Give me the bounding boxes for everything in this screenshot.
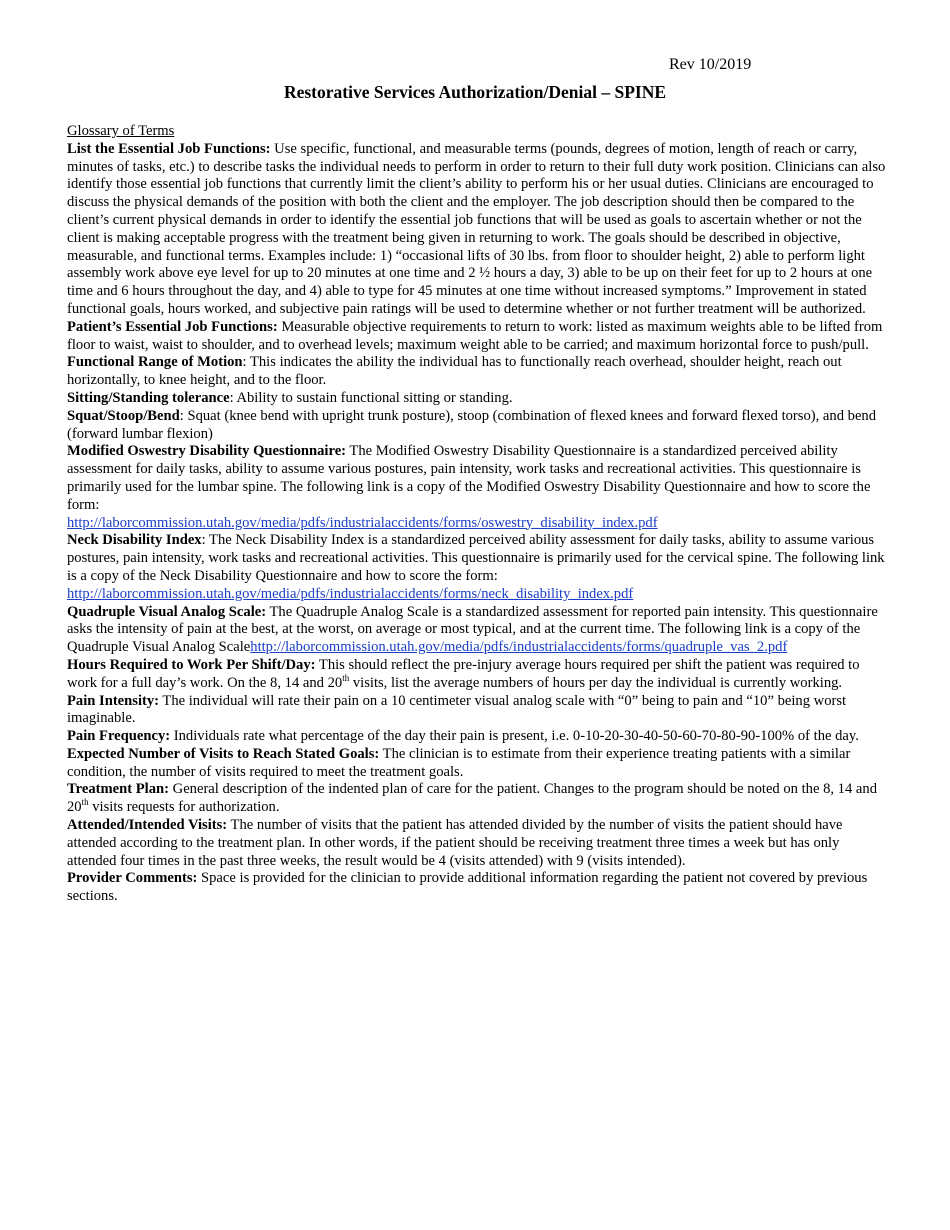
glossary-entry-attended-visits <box>67 817 887 870</box>
term-definition-cont: visits, list the average numbers of hours per day the individual is currently working. <box>349 674 843 691</box>
glossary-entry-hours-required <box>67 657 887 693</box>
glossary-entry-patient-essential-job-functions <box>67 319 887 355</box>
term-label: Modified Oswestry Disability Questionnaire: <box>67 443 347 460</box>
term-definition: The number of visits that the patient has attended divided by the number of visits the patient should have attended according to the treatment plan. In other words, if the patient should be receiving treatment three times a week but has only attended four times in the past three weeks, the result would be 4 (visits attended) with 9 (visits intended). <box>67 817 843 869</box>
term-label: Neck Disability Index <box>67 532 202 549</box>
term-definition: : The Neck Disability Index is a standardized perceived ability assessment for daily tasks, ability to assume various postures, pain intensity, work tasks and recreational activities. This questionnaire is primarily used for the cervical spine. The following link is a copy of the Neck Disability Questionnaire and how to score the form: <box>67 532 885 584</box>
glossary-entry-treatment-plan <box>67 781 887 817</box>
term-definition: The clinician is to estimate from their experience treating patients with a similar condition, the number of visits required to meet the treatment goals. <box>67 745 851 780</box>
term-label: Hours Required to Work Per Shift/Day: <box>67 656 316 673</box>
term-label: Patient’s Essential Job Functions: <box>67 318 278 335</box>
term-label: Functional Range of Motion <box>67 354 243 371</box>
glossary-entry-pain-frequency <box>67 728 887 746</box>
term-label: Pain Frequency: <box>67 728 171 745</box>
term-label: Provider Comments: <box>67 870 198 887</box>
glossary-entry-oswestry <box>67 443 887 532</box>
term-label: Treatment Plan: <box>67 781 169 798</box>
glossary-entry-squat-stoop-bend <box>67 408 887 444</box>
glossary-entry-pain-intensity <box>67 693 887 729</box>
term-label: Quadruple Visual Analog Scale: <box>67 603 267 620</box>
term-label: Pain Intensity: <box>67 692 160 709</box>
term-definition: The Modified Oswestry Disability Questionnaire is a standardized perceived ability assessment for daily tasks, ability to assume various postures, pain intensity, work tasks and recreational activities. This questionnaire is primarily used for the lumbar spine. The following link is a copy of the Modified Oswestry Disability Questionnaire and how to score the form: <box>67 443 871 513</box>
glossary-entry-expected-visits <box>67 746 887 782</box>
term-definition: General description of the indented plan of care for the patient. Changes to the program should be noted on the 8, 14 and 20 <box>67 781 877 816</box>
term-label: Attended/Intended Visits: <box>67 817 228 834</box>
revision-date: Rev 10/2019 <box>669 56 752 73</box>
term-definition: : This indicates the ability the individual has to functionally reach overhead, shoulder height, reach out horizontally, to knee height, and to the floor. <box>67 354 842 389</box>
term-definition: : Squat (knee bend with upright trunk posture), stoop (combination of flexed knees and forward flexed torso), and bend (forward lumbar flexion) <box>67 407 877 442</box>
term-definition: Measurable objective requirements to return to work: listed as maximum weights able to be lifted from floor to waist, waist to shoulder, and to overhead levels; maximum weight able to be carried; and maximum horizontal force to push/pull. <box>67 318 883 353</box>
glossary-entry-provider-comments <box>67 870 887 906</box>
neck-disability-pdf-link[interactable]: http://laborcommission.utah.gov/media/pdfs/industrialaccidents/forms/neck_disability_index.pdf <box>67 585 634 602</box>
document-title: Restorative Services Authorization/Denial – SPINE <box>283 82 667 102</box>
quadruple-vas-pdf-link[interactable]: http://laborcommission.utah.gov/media/pdfs/industrialaccidents/forms/quadruple_vas_2.pdf <box>250 639 788 656</box>
ordinal-suffix: th <box>342 672 350 683</box>
term-definition: Individuals rate what percentage of the day their pain is present, i.e. 0-10-20-30-40-50-60-70-80-90-100% of the day. <box>170 728 859 745</box>
glossary-entry-functional-range-of-motion <box>67 354 887 390</box>
glossary-entry-sitting-standing-tolerance <box>67 390 887 408</box>
term-label: List the Essential Job Functions: <box>67 140 271 157</box>
glossary-heading: Glossary of Terms <box>67 123 175 139</box>
glossary-section <box>67 123 887 906</box>
term-definition: Space is provided for the clinician to provide additional information regarding the patient not covered by previous sections. <box>67 870 868 905</box>
term-definition: Use specific, functional, and measurable terms (pounds, degrees of motion, length of reach or carry, minutes of tasks, etc.) to describe tasks the individual needs to perform in order to return to their full duty work position. Clinicians can also identify those essential job functions that currently limit the client’s ability to perform his or her usual duties. Clinicians are encouraged to discuss the physical demands of the position with both the client and the employer. The job description should then be compared to the client’s current physical demands in order to identify the essential job functions that will be used as goals to ascertain whether or not the client is making acceptable progress with the treatment being given in returning to work. The goals should be described in objective, measurable, and functional terms. Examples include: 1) “occasional lifts of 30 lbs. from floor to shoulder height, 2) able to perform light assembly work above eye level for up to 20 minutes at one time and 2 ½ hours a day, 3) able to be up on their feet for up to 2 hours at one time and 6 hours throughout the day, and 4) able to type for 45 minutes at one time without increased symptoms.” Improvement in stated functional goals, hours worked, and subjective pain ratings will be used to determine whether or not further treatment will be authorized. <box>67 140 886 317</box>
term-label: Expected Number of Visits to Reach Stated Goals: <box>67 745 380 762</box>
glossary-entry-essential-job-functions <box>67 141 887 319</box>
term-definition-cont: visits requests for authorization. <box>88 799 280 816</box>
term-definition: : Ability to sustain functional sitting or standing. <box>229 389 513 406</box>
ordinal-suffix: th <box>81 797 89 808</box>
oswestry-pdf-link[interactable]: http://laborcommission.utah.gov/media/pdfs/industrialaccidents/forms/oswestry_disability_index.pdf <box>67 514 658 531</box>
term-definition: The Quadruple Analog Scale is a standardized assessment for reported pain intensity. This questionnaire asks the intensity of pain at the best, at the worst, on average or most typical, and at the current time. The following link is a copy of the Quadruple Visual Analog Scale <box>67 603 878 656</box>
term-definition: The individual will rate their pain on a 10 centimeter visual analog scale with “0” being to pain and “10” being worst imaginable. <box>67 692 847 727</box>
term-label: Squat/Stoop/Bend <box>67 407 180 424</box>
glossary-entry-neck-disability-index <box>67 532 887 603</box>
term-label: Sitting/Standing tolerance <box>67 389 230 406</box>
glossary-entry-quadruple-vas <box>67 604 887 657</box>
term-definition: This should reflect the pre-injury average hours required per shift the patient was required to work for a full day’s work. On the 8, 14 and 20 <box>67 656 860 691</box>
